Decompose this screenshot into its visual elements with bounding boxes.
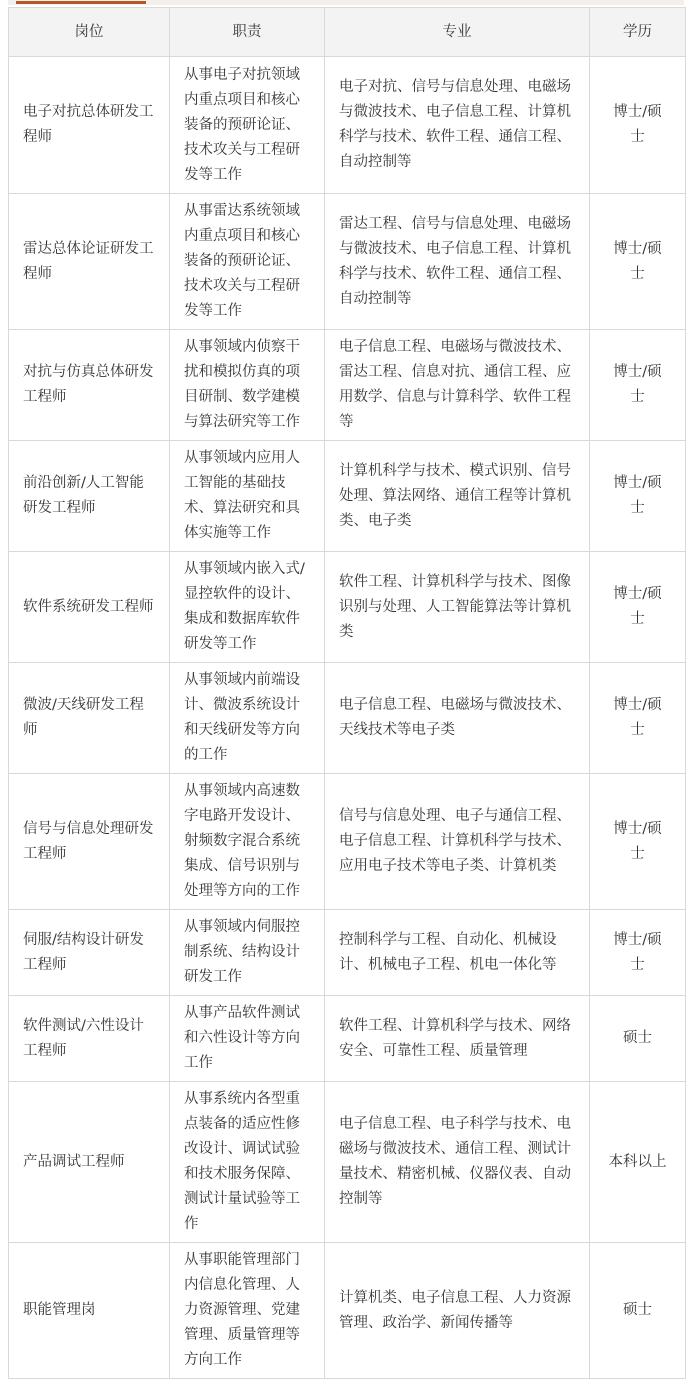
cell-position: 产品调试工程师 [9,1082,170,1243]
cell-education: 博士/硕士 [590,441,686,552]
table-row [9,663,686,774]
cell-duties: 从事雷达系统领域内重点项目和核心装备的预研论证、技术攻关与工程研发等工作 [170,194,325,330]
cell-majors: 计算机科学与技术、模式识别、信号处理、算法网络、通信工程等计算机类、电子类 [325,441,590,552]
header-accent-bar [16,1,146,4]
cell-duties: 从事领域内嵌入式/显控软件的设计、集成和数据库软件研发等工作 [170,552,325,663]
cell-education: 本科以上 [590,1082,686,1243]
cell-position: 前沿创新/人工智能研发工程师 [9,441,170,552]
cell-majors: 软件工程、计算机科学与技术、网络安全、可靠性工程、质量管理 [325,996,590,1082]
cell-duties: 从事系统内各型重点装备的适应性修改设计、调试试验和技术服务保障、测试计量试验等工作 [170,1082,325,1243]
table-row [9,441,686,552]
cell-education: 博士/硕士 [590,57,686,194]
cell-majors: 电子信息工程、电磁场与微波技术、天线技术等电子类 [325,663,590,774]
recruitment-table [8,7,686,1379]
table-row [9,194,686,330]
table-row [9,996,686,1082]
table-header-row [9,8,686,57]
cell-majors: 信号与信息处理、电子与通信工程、电子信息工程、计算机科学与技术、应用电子技术等电子类、计算机类 [325,774,590,910]
cell-position: 软件测试/六性设计工程师 [9,996,170,1082]
cell-duties: 从事领域内伺服控制系统、结构设计研发工作 [170,910,325,996]
cell-position: 微波/天线研发工程师 [9,663,170,774]
header-duties: 职责 [170,8,325,57]
cell-majors: 计算机类、电子信息工程、人力资源管理、政治学、新闻传播等 [325,1243,590,1379]
cell-education: 博士/硕士 [590,663,686,774]
cell-education: 博士/硕士 [590,194,686,330]
table-row [9,330,686,441]
header-majors: 专业 [325,8,590,57]
cell-education: 博士/硕士 [590,910,686,996]
cell-education: 博士/硕士 [590,552,686,663]
cell-education: 硕士 [590,996,686,1082]
header-divider [8,0,684,5]
cell-duties: 从事领域内前端设计、微波系统设计和天线研发等方向的工作 [170,663,325,774]
cell-majors: 电子对抗、信号与信息处理、电磁场与微波技术、电子信息工程、计算机科学与技术、软件工程、通信工程、自动控制等 [325,57,590,194]
cell-education: 硕士 [590,1243,686,1379]
cell-education: 博士/硕士 [590,774,686,910]
cell-position: 雷达总体论证研发工程师 [9,194,170,330]
cell-position: 软件系统研发工程师 [9,552,170,663]
cell-duties: 从事领域内应用人工智能的基础技术、算法研究和具体实施等工作 [170,441,325,552]
cell-position: 电子对抗总体研发工程师 [9,57,170,194]
cell-duties: 从事产品软件测试和六性设计等方向工作 [170,996,325,1082]
cell-majors: 电子信息工程、电子科学与技术、电磁场与微波技术、通信工程、测试计量技术、精密机械、仪器仪表、自动控制等 [325,1082,590,1243]
table-row [9,774,686,910]
table-row [9,1082,686,1243]
header-position: 岗位 [9,8,170,57]
cell-majors: 控制科学与工程、自动化、机械设计、机械电子工程、机电一体化等 [325,910,590,996]
table-row [9,1243,686,1379]
cell-duties: 从事电子对抗领域内重点项目和核心装备的预研论证、技术攻关与工程研发等工作 [170,57,325,194]
cell-majors: 软件工程、计算机科学与技术、图像识别与处理、人工智能算法等计算机类 [325,552,590,663]
cell-majors: 雷达工程、信号与信息处理、电磁场与微波技术、电子信息工程、计算机科学与技术、软件工程、通信工程、自动控制等 [325,194,590,330]
cell-duties: 从事领域内侦察干扰和模拟仿真的项目研制、数学建模与算法研究等工作 [170,330,325,441]
cell-position: 对抗与仿真总体研发工程师 [9,330,170,441]
cell-majors: 电子信息工程、电磁场与微波技术、雷达工程、信息对抗、通信工程、应用数学、信息与计算科学、软件工程等 [325,330,590,441]
cell-duties: 从事职能管理部门内信息化管理、人力资源管理、党建管理、质量管理等方向工作 [170,1243,325,1379]
cell-position: 伺服/结构设计研发工程师 [9,910,170,996]
cell-position: 信号与信息处理研发工程师 [9,774,170,910]
header-education: 学历 [590,8,686,57]
cell-education: 博士/硕士 [590,330,686,441]
cell-duties: 从事领域内高速数字电路开发设计、射频数字混合系统集成、信号识别与处理等方向的工作 [170,774,325,910]
table-row [9,552,686,663]
table-row [9,57,686,194]
cell-position: 职能管理岗 [9,1243,170,1379]
table-row [9,910,686,996]
